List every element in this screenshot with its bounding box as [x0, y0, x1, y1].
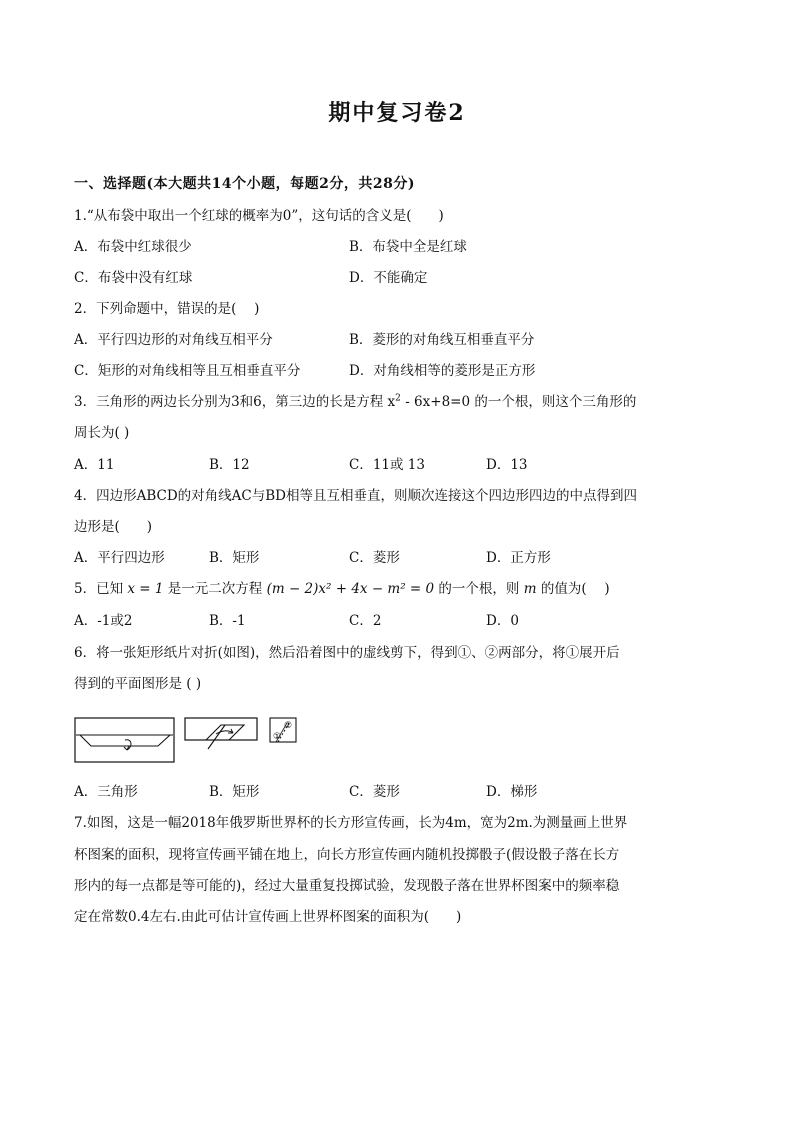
question-6-figure [74, 713, 314, 769]
question-2-option-a: A．平行四边形的对角线互相平分 [74, 332, 273, 348]
question-7-line-1: 7.如图，这是一幅2018年俄罗斯世界杯的长方形宣传画，长为4m，宽为2m.为测量画上世界 [74, 815, 628, 831]
question-2-stem: 2．下列命题中，错误的是( ) [74, 301, 260, 317]
question-3-stem-line-1 [74, 392, 636, 412]
question-4-option-c: C．菱形 [349, 550, 400, 566]
question-2-option-d: D．对角线相等的菱形是正方形 [349, 363, 536, 379]
question-2-option-b: B．菱形的对角线互相垂直平分 [349, 332, 535, 348]
folded-rectangle-figure-1 [75, 718, 174, 762]
question-3-option-d: D．13 [486, 457, 528, 473]
question-1-stem: 1.“从布袋中取出一个红球的概率为0”，这句话的含义是( ) [74, 208, 444, 224]
folding-figure-svg [74, 713, 314, 769]
question-5-option-b: B．-1 [209, 613, 246, 629]
question-4-stem-line-2: 边形是( ) [74, 519, 153, 535]
question-5-option-c: C．2 [349, 613, 382, 629]
question-6-option-c: C．菱形 [349, 784, 400, 800]
question-6-stem-line-2: 得到的平面图形是 ( ) [74, 676, 202, 692]
question-5-stem-middle: 是一元二次方程 [163, 581, 267, 597]
question-4-option-a: A．平行四边形 [74, 550, 165, 566]
question-5-option-d: D．0 [486, 613, 519, 629]
question-3-stem-text-2: - 6x+8=0 的一个根，则这个三角形的 [400, 394, 637, 410]
question-4-option-d: D．正方形 [486, 550, 551, 566]
question-7-line-2: 杯图案的面积，现将宣传画平铺在地上，向长方形宣传画内随机投掷骰子(假设骰子落在长方 [74, 847, 620, 863]
section-heading: 一、选择题(本大题共14个小题，每题2分，共28分) [74, 176, 415, 192]
region-1-label: ① [273, 732, 282, 742]
question-1-option-c: C．布袋中没有红球 [74, 270, 193, 286]
question-3-stem-line-2: 周长为( ) [74, 425, 130, 441]
question-5-stem-end: 的值为( ) [536, 581, 610, 597]
question-5-math-2: (m − 2)x² + 4x − m² = 0 [266, 581, 435, 597]
question-5-stem-before: 5．已知 [74, 581, 128, 597]
folded-rectangle-figure-2 [185, 718, 257, 749]
question-3-option-b: B．12 [209, 457, 250, 473]
question-7-line-3: 形内的每一点都是等可能的)，经过大量重复投掷试验，发现骰子落在世界杯图案中的频率稳 [74, 878, 620, 894]
question-3-option-a: A．11 [74, 457, 115, 473]
question-1-option-b: B．布袋中全是红球 [349, 239, 467, 255]
question-5-option-a: A．-1或2 [74, 613, 133, 629]
question-2-option-c: C．矩形的对角线相等且互相垂直平分 [74, 363, 301, 379]
question-5-math-3: m [523, 581, 537, 597]
question-5-stem [74, 579, 610, 599]
question-5-math-1: x = 1 [127, 581, 164, 597]
question-6-option-b: B．矩形 [209, 784, 260, 800]
page-title: 期中复习卷2 [328, 100, 466, 126]
question-6-option-d: D．梯形 [486, 784, 538, 800]
question-3-option-c: C．11或 13 [349, 457, 425, 473]
question-5-stem-after: 的一个根，则 [434, 581, 524, 597]
question-6-option-a: A．三角形 [74, 784, 138, 800]
cut-square-figure [270, 718, 296, 742]
region-2-label: ② [284, 721, 293, 731]
question-4-option-b: B．矩形 [209, 550, 260, 566]
question-7-line-4: 定在常数0.4左右.由此可估计宣传画上世界杯图案的面积为( ) [74, 909, 462, 925]
question-4-stem-line-1: 4．四边形ABCD的对角线AC与BD相等且互相垂直，则顺次连接这个四边形四边的中点得到四 [74, 488, 637, 504]
question-1-option-a: A．布袋中红球很少 [74, 239, 192, 255]
question-3-exponent: 2 [395, 393, 401, 404]
question-1-option-d: D．不能确定 [349, 270, 428, 286]
question-3-stem-text-1: 3．三角形的两边长分别为3和6，第三边的长是方程 x [74, 394, 396, 410]
question-6-stem-line-1: 6．将一张矩形纸片对折(如图)，然后沿着图中的虚线剪下，得到①、②两部分，将①展开后 [74, 645, 620, 661]
